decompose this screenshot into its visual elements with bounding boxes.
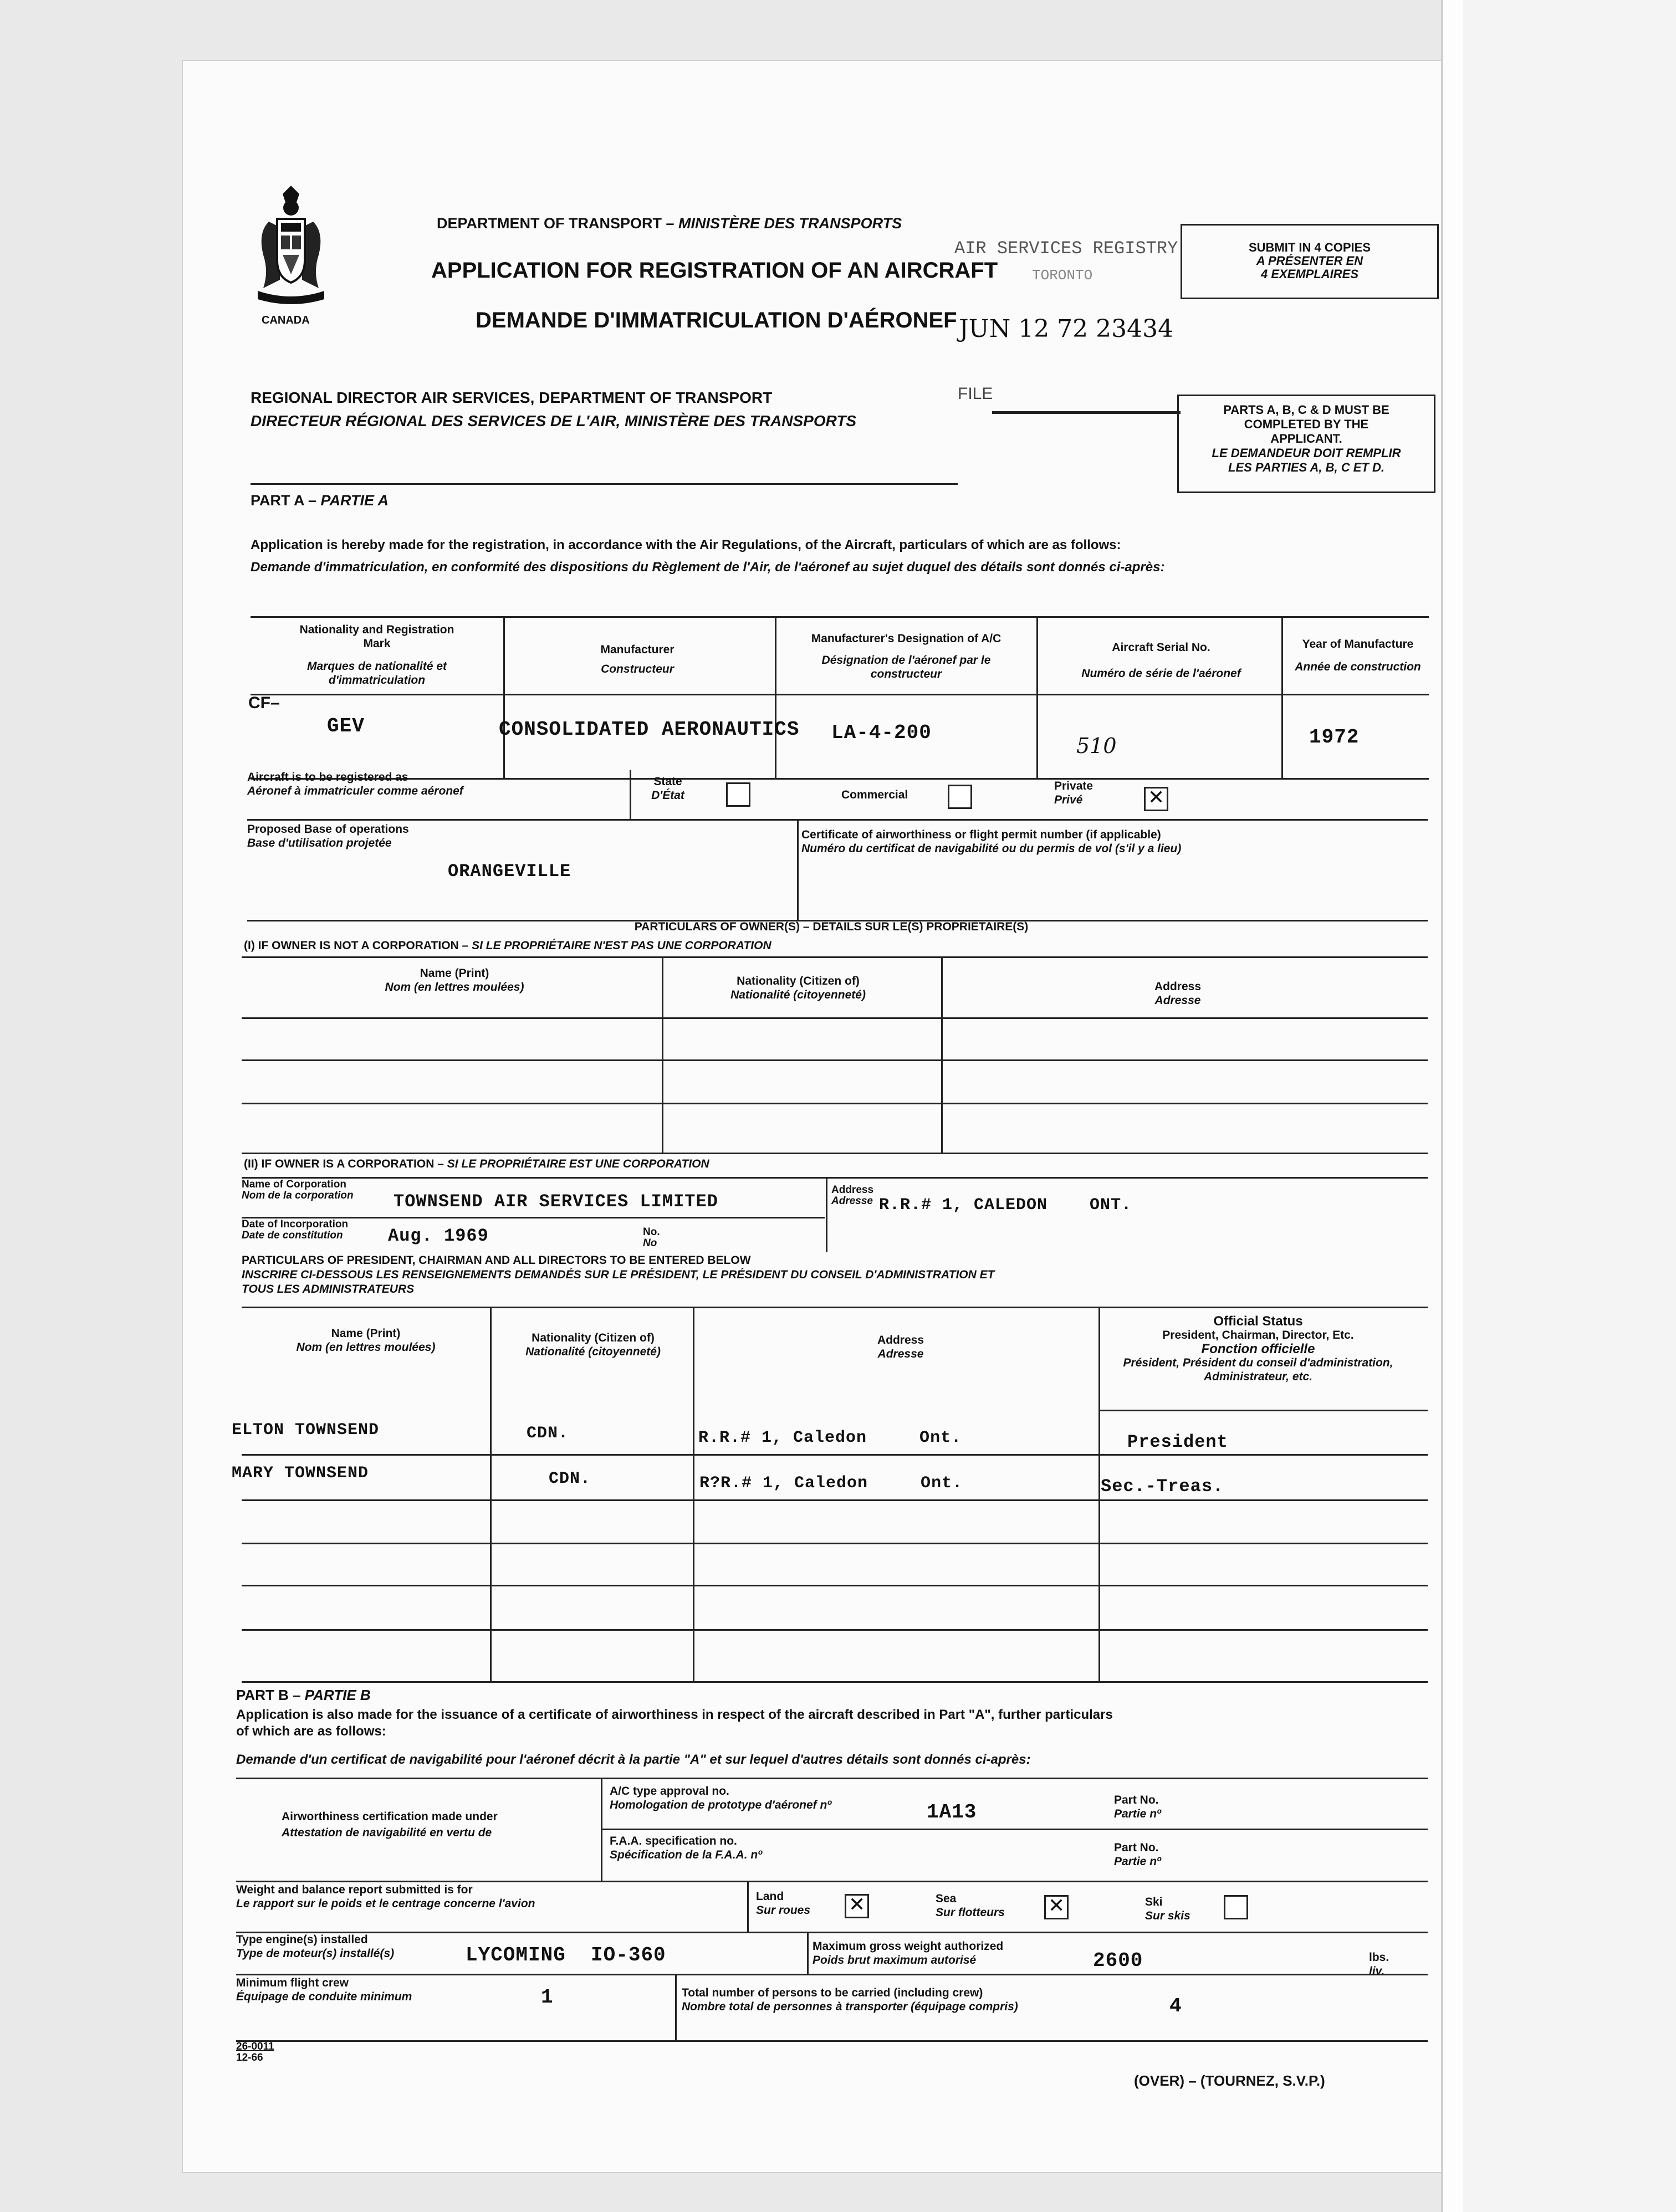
director-fr: DIRECTEUR RÉGIONAL DES SERVICES DE L'AIR, MINISTÈRE DES TRANSPORTS (251, 412, 857, 429)
crew-divider (675, 1974, 677, 2040)
part-no-label-1: Part No. Partie nº (1114, 1794, 1161, 1820)
director-1-name: ELTON TOWNSEND (232, 1421, 380, 1440)
ski-checkbox[interactable] (1224, 1895, 1248, 1919)
col-year-header: Year of Manufacture Année de construction (1295, 638, 1421, 673)
submit-line-1: SUBMIT IN 4 COPIES (1248, 240, 1371, 254)
part-a-intro-en: Application is hereby made for the registration, in accordance with the Air Regulations, of the Aircraft, particulars of which are as follows: (251, 537, 1121, 552)
part-no-label-2: Part No. Partie nº (1114, 1841, 1161, 1868)
crew-value: 1 (541, 1986, 554, 2009)
aw-bottom (236, 1881, 1428, 1882)
owners-row-line-1 (242, 1017, 1428, 1019)
aircraft-table-header-bottom (251, 694, 1429, 695)
paper-edge (1441, 0, 1465, 2212)
dir-nationality-header: Nationality (Citizen of) Nationalité (citoyenneté) (525, 1332, 661, 1358)
director-1-status: President (1127, 1432, 1228, 1452)
col-designation-header: Manufacturer's Designation of A/C Désignation de l'aéronef par le constructeur (811, 632, 1001, 680)
ac-type-value: 1A13 (927, 1801, 977, 1824)
incorporation-value: Aug. 1969 (388, 1226, 489, 1246)
file-line (992, 411, 1181, 414)
aw-cert-label: Airworthiness certification made under Attestation de navigabilité en vertu de (282, 1810, 498, 1839)
department-heading (437, 215, 902, 232)
director-en: REGIONAL DIRECTOR AIR SERVICES, DEPARTMENT OF TRANSPORT (251, 389, 773, 406)
part-a-heading: PART A – PARTIE A (251, 492, 389, 509)
mgw-label: Maximum gross weight authorized Poids brut maximum autorisé (813, 1940, 1004, 1967)
cert-label: Certificate of airworthiness or flight permit number (if applicable) Numéro du certificat de navigabilité ou du permis de vol (s'il y a lieu) (801, 828, 1182, 855)
directors-header-bottom (1098, 1410, 1428, 1411)
engine-value: LYCOMING IO-360 (466, 1944, 666, 1967)
dir-status-header: Official Status President, Chairman, Director, Etc. Fonction officielle Président, Président du conseil d'administration, Administrateur, etc. (1123, 1314, 1393, 1383)
is-corp-heading: (II) IF OWNER IS A CORPORATION – SI LE PROPRIÉTAIRE EST UNE CORPORATION (244, 1158, 709, 1170)
private-label: Private Privé (1054, 780, 1094, 806)
register-as-label: Aircraft is to be registered as Aéronef à immatriculer comme aéronef (247, 771, 463, 797)
scan-margin (1463, 0, 1676, 2212)
over-note: (OVER) – (TOURNEZ, S.V.P.) (1134, 2072, 1325, 2089)
sea-checkbox[interactable] (1044, 1895, 1069, 1919)
crew-bottom (236, 2040, 1428, 2042)
owners-table-bottom (242, 1153, 1428, 1154)
registry-stamp-city: TORONTO (1032, 267, 1093, 284)
director-2-status: Sec.-Treas. (1101, 1476, 1224, 1497)
land-check-mark-icon: ✕ (849, 1893, 866, 1916)
owners-table-top (242, 956, 1428, 958)
submit-copies-box (1181, 224, 1439, 299)
corp-name-label: Name of Corporation Nom de la corporation (242, 1179, 354, 1201)
dir-row-line-2 (242, 1499, 1428, 1501)
submit-line-3: 4 EXEMPLAIRES (1260, 267, 1359, 281)
owners-heading: PARTICULARS OF OWNER(S) – DÉTAILS SUR LE(S) PROPRIÉTAIRE(S) (634, 920, 1029, 933)
wb-divider (747, 1881, 749, 1932)
not-corp-heading: (I) IF OWNER IS NOT A CORPORATION – SI LE PROPRIÉTAIRE N'EST PAS UNE CORPORATION (244, 939, 771, 952)
registration-mark-value: GEV (327, 715, 365, 738)
wb-label: Weight and balance report submitted is for Le rapport sur le poids et le centrage concerne l'avion (236, 1883, 535, 1910)
aircraft-col-1 (503, 616, 505, 778)
corp-name-value: TOWNSEND AIR SERVICES LIMITED (394, 1191, 718, 1212)
aircraft-col-3 (1036, 616, 1038, 778)
dir-col-3 (1098, 1307, 1100, 1681)
owners-col-1 (662, 956, 663, 1153)
department-fr: MINISTÈRE DES TRANSPORTS (678, 215, 902, 232)
directors-heading: PARTICULARS OF PRESIDENT, CHAIRMAN AND ALL DIRECTORS TO BE ENTERED BELOW INSCRIRE CI-DESSOUS LES RENSEIGNEMENTS DEMANDÉS SUR LE PRÉSIDENT, LE PRÉSIDENT DU CONSEIL D'ADMINISTRATION ET TOUS LES ADMINISTRATEURS (242, 1254, 995, 1296)
aircraft-col-4 (1281, 616, 1283, 778)
department-en: DEPARTMENT OF TRANSPORT – (437, 215, 675, 232)
submit-line-2: A PRÉSENTER EN (1256, 254, 1363, 268)
engine-bottom (236, 1974, 1428, 1975)
base-value: ORANGEVILLE (448, 861, 571, 882)
registry-stamp: AIR SERVICES REGISTRY (954, 238, 1178, 259)
state-checkbox[interactable] (726, 782, 750, 807)
ac-type-bottom (601, 1829, 1428, 1830)
corp-divider (826, 1177, 827, 1252)
corp-top (242, 1177, 1428, 1179)
sea-label: Sea Sur flotteurs (936, 1892, 1005, 1919)
col-serial-header: Aircraft Serial No. Numéro de série de l'aéronef (1081, 641, 1241, 680)
mgw-value: 2600 (1093, 1949, 1143, 1972)
partb-table-top (236, 1778, 1428, 1779)
state-label: State D'État (651, 775, 684, 802)
year-value: 1972 (1309, 726, 1360, 749)
director-1-address: R.R.# 1, Caledon Ont. (698, 1428, 962, 1447)
owners-col-2 (941, 956, 943, 1153)
ski-label: Ski Sur skis (1145, 1896, 1190, 1922)
dir-row-line-5 (242, 1629, 1428, 1631)
aircraft-col-2 (775, 616, 776, 778)
weight-unit: lbs. liv. (1369, 1951, 1389, 1978)
land-checkbox[interactable] (845, 1894, 869, 1918)
corp-address-label: Address Adresse (831, 1184, 874, 1207)
cf-prefix: CF– (248, 694, 280, 712)
land-label: Land Sur roues (756, 1890, 811, 1917)
commercial-label: Commercial (841, 788, 908, 801)
parts-line-4: LE DEMANDEUR DOIT REMPLIR (1212, 446, 1401, 460)
parts-line-5: LES PARTIES A, B, C ET D. (1228, 460, 1384, 474)
col-nationality-header: Nationality and Registration Mark Marques de nationalité et d'immatriculation (299, 623, 454, 687)
received-date-stamp: JUN 12 72 23434 (959, 315, 1174, 343)
dir-col-1 (490, 1307, 492, 1681)
director-2-name: MARY TOWNSEND (232, 1464, 369, 1483)
owners-row-line-3 (242, 1103, 1428, 1104)
parts-line-2: COMPLETED BY THE (1244, 417, 1369, 431)
director-2-address: R?R.# 1, Caledon Ont. (699, 1474, 963, 1493)
directors-table-bottom (242, 1681, 1428, 1683)
persons-label: Total number of persons to be carried (including crew) Nombre total de personnes à transporter (équipage compris) (682, 1986, 1018, 2013)
part-b-intro-en: Application is also made for the issuance of a certificate of airworthiness in respect of the aircraft described in Part "A", further particulars of which are as follows: (236, 1707, 1113, 1739)
owner-address-header: Address Adresse (1154, 980, 1202, 1007)
no-label: No. No (643, 1226, 660, 1249)
part-b-intro-fr: Demande d'un certificat de navigabilité pour l'aéronef décrit à la partie "A" et sur lequel d'autres détails sont donnés ci-après: (236, 1752, 1031, 1767)
canada-coat-of-arms-icon (252, 183, 330, 310)
corp-address-value: R.R.# 1, CALEDON ONT. (879, 1196, 1132, 1215)
director-signature-line (251, 483, 958, 485)
parts-line-1: PARTS A, B, C & D MUST BE (1223, 403, 1389, 417)
file-label: FILE (958, 385, 993, 403)
owners-row-line-2 (242, 1059, 1428, 1061)
form-number: 26-0011 12-66 (236, 2041, 274, 2063)
canada-label: CANADA (262, 314, 310, 326)
dir-col-2 (693, 1307, 694, 1681)
engine-divider (807, 1932, 809, 1974)
engine-label: Type engine(s) installed Type de moteur(s) installé(s) (236, 1933, 395, 1960)
parts-required-box (1177, 395, 1435, 493)
col-manufacturer-header: Manufacturer Constructeur (600, 643, 675, 675)
reg-type-bottom (247, 819, 1428, 821)
commercial-checkbox[interactable] (948, 785, 972, 809)
dir-name-header: Name (Print) Nom (en lettres moulées) (296, 1327, 436, 1354)
owner-name-header: Name (Print) Nom (en lettres moulées) (385, 967, 524, 994)
incorporation-label: Date of Incorporation Date de constitution (242, 1218, 349, 1241)
reg-type-divider (630, 770, 631, 819)
faa-spec-label: F.A.A. specification no. Spécification de la F.A.A. nº (610, 1835, 762, 1861)
aircraft-table-top (251, 616, 1429, 618)
designation-value: LA-4-200 (831, 721, 932, 744)
parts-line-3: APPLICANT. (1270, 432, 1342, 446)
form-page (183, 61, 1441, 2172)
sea-check-mark-icon: ✕ (1048, 1894, 1065, 1917)
owner-nationality-header: Nationality (Citizen of) Nationalité (citoyenneté) (730, 975, 866, 1001)
persons-value: 4 (1169, 1995, 1182, 2018)
crew-label: Minimum flight crew Équipage de conduite minimum (236, 1977, 412, 2003)
base-label: Proposed Base of operations Base d'utilisation projetée (247, 823, 409, 849)
ac-type-label: A/C type approval no. Homologation de prototype d'aéronef nº (610, 1785, 831, 1811)
private-checkbox[interactable] (1144, 787, 1168, 811)
director-1-nationality: CDN. (527, 1424, 569, 1443)
directors-table-top (242, 1307, 1428, 1308)
part-a-intro-fr: Demande d'immatriculation, en conformité des dispositions du Règlement de l'Air, de l'aéronef au sujet duquel des détails sont donnés ci-après: (251, 560, 1165, 575)
dir-row-line-3 (242, 1543, 1428, 1544)
serial-value: 510 (1076, 734, 1117, 758)
manufacturer-value: CONSOLIDATED AERONAUTICS (499, 718, 800, 741)
director-2-nationality: CDN. (549, 1469, 591, 1488)
part-b-heading: PART B – PARTIE B (236, 1687, 371, 1703)
base-divider (797, 819, 799, 920)
title-en: APPLICATION FOR REGISTRATION OF AN AIRCRAFT (431, 258, 998, 283)
title-fr: DEMANDE D'IMMATRICULATION D'AÉRONEF (476, 308, 957, 332)
wb-bottom (236, 1932, 1428, 1933)
dir-row-line-4 (242, 1585, 1428, 1586)
dir-row-line-1 (242, 1454, 1428, 1456)
dir-address-header: Address Adresse (877, 1334, 924, 1360)
private-check-mark-icon: ✕ (1148, 786, 1165, 809)
